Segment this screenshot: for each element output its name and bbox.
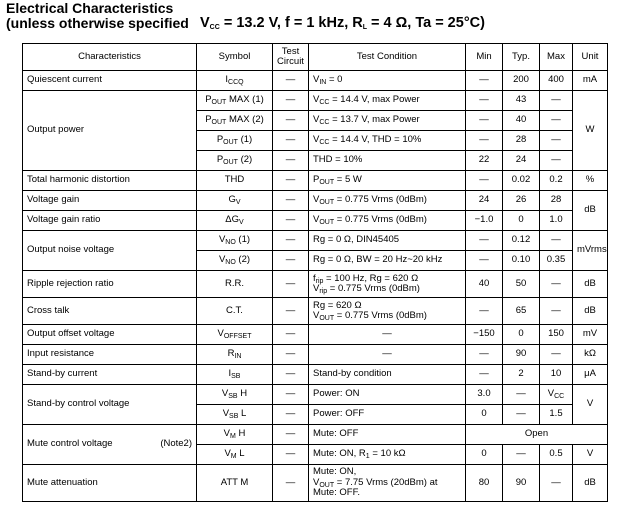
table-row: $P_{OUT}$ MAX (2) — $V_{CC} = 13.7$ V, max Power — 40 — <box>23 111 608 131</box>
col-test-circuit: Test Circuit <box>273 44 309 71</box>
col-characteristics: Characteristics <box>23 44 197 71</box>
table-header-row <box>23 44 608 71</box>
page-subtitle: (unless otherwise specified <box>6 15 189 31</box>
header <box>6 0 485 31</box>
page-title: Electrical Characteristics <box>6 0 174 16</box>
col-min: Min <box>466 44 503 71</box>
characteristics-table <box>22 43 608 502</box>
table-row: Mute control voltage (Note2) $V_M$ H — Mute: OFF Open <box>23 425 608 445</box>
table-row: Voltage gain $G_V$ — $V_{OUT} = 0.775$ Vrms (0dBm) 24 26 28 dB <box>23 191 608 211</box>
table-row: Quiescent current $I_{CCQ}$ — $V_{IN} = 0$ — 200 400 mA <box>23 71 608 91</box>
page-subtitle-row <box>6 15 485 31</box>
table-row: Stand-by control voltage $V_{SB}$ H — Power: ON 3.0 — $V_{CC}$ V <box>23 385 608 405</box>
table-row: $V_{NO}$ (2) — Rg = 0 Ω, BW = 20 Hz~20 kHz — 0.10 0.35 <box>23 251 608 271</box>
table-row: Ripple rejection ratio R.R. — $f_{rip} = 100$ Hz, Rg = 620 Ω $V_{rip} = 0.775$ Vrms (0dBm) 40 50 — dB <box>23 271 608 298</box>
table-row: Cross talk C.T. — Rg = 620 Ω $V_{OUT} = 0.775$ Vrms (0dBm) — 65 — dB <box>23 298 608 325</box>
note-ref: (Note2) <box>160 438 192 450</box>
default-conditions: $V_{CC} = 13.2$ V, f = 1 kHz, $R_L = 4$ Ω, Ta = 25°C) <box>200 15 485 31</box>
col-test-condition: Test Condition <box>309 44 466 71</box>
table-row: $V_{SB}$ L — Power: OFF 0 — 1.5 <box>23 405 608 425</box>
table-row: Input resistance $R_{IN}$ — — — 90 — kΩ <box>23 345 608 365</box>
table-row: Total harmonic distortion THD — $P_{OUT} = 5$ W — 0.02 0.2 % <box>23 171 608 191</box>
table-row: $P_{OUT}$ (2) — THD = 10% 22 24 — <box>23 151 608 171</box>
table-row: $V_M$ L — Mute: ON, $R_1 = 10$ kΩ 0 — 0.5 V <box>23 445 608 465</box>
table-row: Output noise voltage $V_{NO}$ (1) — Rg = 0 Ω, DIN45405 — 0.12 — mVrms <box>23 231 608 251</box>
table-row: Output power $P_{OUT}$ MAX (1) — $V_{CC} = 14.4$ V, max Power — 43 — W <box>23 91 608 111</box>
table-row: Stand-by current $I_{SB}$ — Stand-by condition — 2 10 μA <box>23 365 608 385</box>
col-unit: Unit <box>573 44 608 71</box>
table-row: Mute attenuation ATT M — Mute: ON, $V_{OUT} = 7.75$ Vrms (20dBm) at Mute: OFF. 80 90 — dB <box>23 465 608 502</box>
table-row: Output offset voltage $V_{OFFSET}$ — — −150 0 150 mV <box>23 325 608 345</box>
col-symbol: Symbol <box>197 44 273 71</box>
col-typ: Typ. <box>503 44 540 71</box>
table-row: Voltage gain ratio $\Delta G_V$ — $V_{OUT} = 0.775$ Vrms (0dBm) −1.0 0 1.0 <box>23 211 608 231</box>
col-max: Max <box>540 44 573 71</box>
table-row: $P_{OUT}$ (1) — $V_{CC} = 14.4$ V, THD = 10% — 28 — <box>23 131 608 151</box>
